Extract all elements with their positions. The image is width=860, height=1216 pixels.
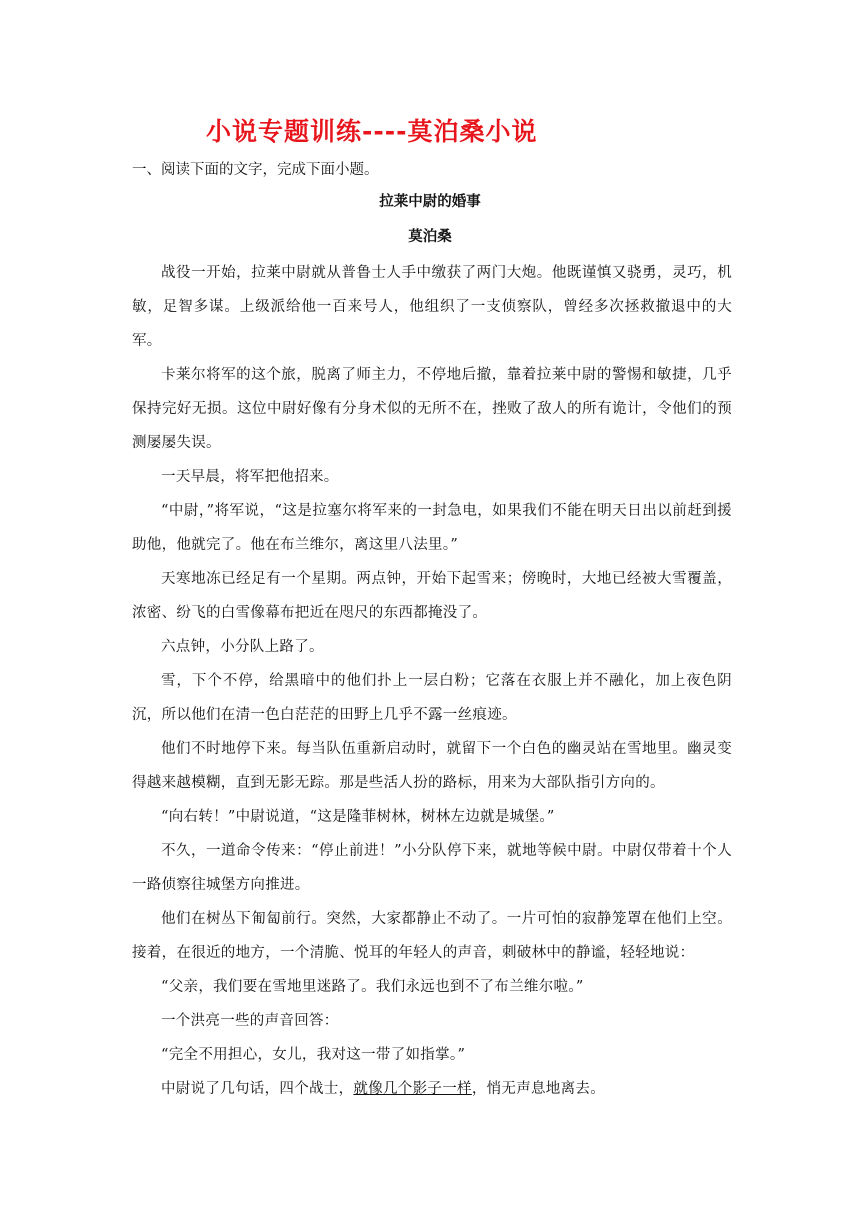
paragraph: 不久，一道命令传来：“停止前进！”小分队停下来，就地等候中尉。中尉仅带着十个人一路侦察往城堡方向推进。 bbox=[132, 843, 732, 893]
paragraph: 他们不时地停下来。每当队伍重新启动时，就留下一个白色的幽灵站在雪地里。幽灵变得越来越模糊，直到无影无踪。那是些活人扮的路标，用来为大部队指引方向的。 bbox=[132, 741, 732, 791]
paragraph: 一天早晨，将军把他招来。 bbox=[161, 469, 339, 485]
paragraph-last bbox=[132, 1072, 732, 1106]
paragraph: 他们在树丛下匍匐前行。突然，大家都静止不动了。一片可怕的寂静笼罩在他们上空。接着，在很近的地方，一个清脆、悦耳的年轻人的声音，刺破林中的静谧，轻轻地说： bbox=[132, 911, 732, 961]
paragraph: 雪，下个不停，给黑暗中的他们扑上一层白粉；它落在衣服上并不融化，加上夜色阴沉，所以他们在清一色白茫茫的田野上几乎不露一丝痕迹。 bbox=[132, 673, 732, 723]
paragraph: 卡莱尔将军的这个旅，脱离了师主力，不停地后撤，靠着拉莱中尉的警惕和敏捷，几乎保持完好无损。这位中尉好像有分身术似的无所不在，挫败了敌人的所有诡计，令他们的预测屡屡失误。 bbox=[132, 367, 732, 451]
underlined-phrase: 就像几个影子一样 bbox=[353, 1081, 472, 1097]
last-paragraph-before: 中尉说了几句话，四个战士， bbox=[161, 1081, 354, 1097]
paragraph: 战役一开始，拉莱中尉就从普鲁士人手中缴获了两门大炮。他既谨慎又骁勇，灵巧，机敏，足智多谋。上级派给他一百来号人，他组织了一支侦察队，曾经多次拯救撤退中的大军。 bbox=[132, 265, 732, 349]
document-title: 小说专题训练----莫泊桑小说 bbox=[206, 117, 538, 146]
paragraph: “完全不用担心，女儿，我对这一带了如指掌。” bbox=[161, 1047, 466, 1063]
paragraph: “中尉，”将军说，“这是拉塞尔将军来的一封急电，如果我们不能在明天日出以前赶到援助他，他就完了。他在布兰维尔，离这里八法里。” bbox=[132, 503, 732, 553]
paragraph: 六点钟，小分队上路了。 bbox=[161, 639, 324, 655]
paragraph: “父亲，我们要在雪地里迷路了。我们永远也到不了布兰维尔啦。” bbox=[161, 979, 584, 995]
story-author: 莫泊桑 bbox=[408, 228, 452, 245]
paragraph: 天寒地冻已经足有一个星期。两点钟，开始下起雪来；傍晚时，大地已经被大雪覆盖，浓密、纷飞的白雪像幕布把近在咫尺的东西都掩没了。 bbox=[132, 571, 732, 621]
story-title: 拉莱中尉的婚事 bbox=[379, 193, 481, 210]
last-paragraph-after: ，悄无声息地离去。 bbox=[471, 1081, 606, 1097]
section-heading: 一、阅读下面的文字，完成下面小题。 bbox=[132, 162, 379, 178]
paragraph: 一个洪亮一些的声音回答： bbox=[161, 1013, 339, 1029]
paragraph: “向右转！”中尉说道，“这是隆菲树林，树林左边就是城堡。” bbox=[161, 809, 555, 825]
story-body bbox=[132, 256, 732, 1106]
